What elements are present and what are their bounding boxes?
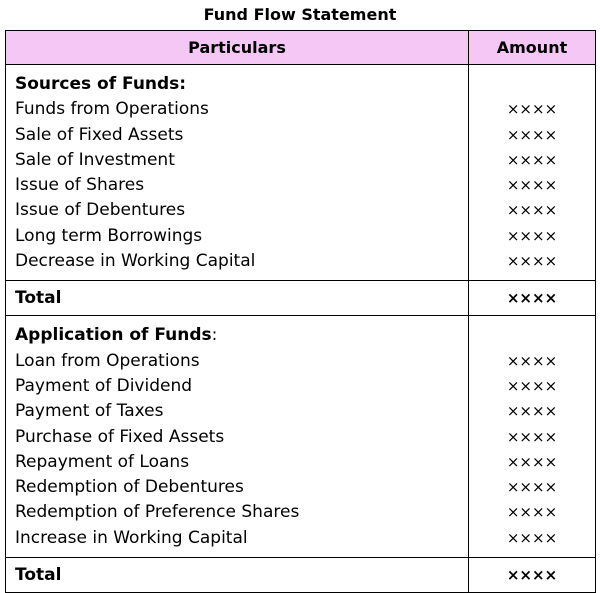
application-particulars-cell xyxy=(6,316,469,558)
source-item-label: Issue of Shares xyxy=(15,175,145,196)
sources-total-amount: ×××× xyxy=(469,281,596,316)
source-item-amount: ×××× xyxy=(506,176,558,195)
source-item-label: Long term Borrowings xyxy=(15,225,203,246)
application-total-label: Total xyxy=(6,558,469,593)
application-item-label: Repayment of Loans xyxy=(15,451,190,472)
sources-total-row xyxy=(6,281,596,316)
source-item-amount: ×××× xyxy=(506,226,558,245)
application-total-row xyxy=(6,558,596,593)
header-particulars: Particulars xyxy=(6,31,469,65)
application-item-label: Redemption of Debentures xyxy=(15,477,244,498)
source-item-label: Sale of Investment xyxy=(15,149,175,170)
application-total-amount: ×××× xyxy=(469,558,596,593)
source-item-amount: ×××× xyxy=(506,150,558,169)
sources-section xyxy=(6,65,596,281)
source-item-amount: ×××× xyxy=(506,252,558,271)
sources-heading: Sources of Funds: xyxy=(15,74,187,94)
application-item-label: Loan from Operations xyxy=(15,350,200,371)
application-section xyxy=(6,316,596,558)
application-heading-text: Application of Funds xyxy=(15,325,212,346)
source-item-amount: ×××× xyxy=(506,201,558,220)
application-item-amount: ×××× xyxy=(506,376,558,395)
application-item-label: Payment of Dividend xyxy=(15,375,193,396)
application-item-amount: ×××× xyxy=(506,528,558,547)
application-heading-colon: : xyxy=(211,325,218,346)
sources-total-label: Total xyxy=(6,281,469,316)
application-item-amount: ×××× xyxy=(506,503,558,522)
application-item-label: Purchase of Fixed Assets xyxy=(15,426,225,447)
sources-particulars-cell xyxy=(6,65,469,281)
source-item-label: Funds from Operations xyxy=(15,99,209,120)
application-item-amount: ×××× xyxy=(506,351,558,370)
application-item-amount: ×××× xyxy=(506,452,558,471)
application-item-label: Payment of Taxes xyxy=(15,401,164,422)
sources-amount-cell xyxy=(469,65,596,281)
application-item-label: Increase in Working Capital xyxy=(15,527,248,548)
application-item-amount: ×××× xyxy=(506,427,558,446)
header-amount: Amount xyxy=(469,31,596,65)
source-item-label: Issue of Debentures xyxy=(15,200,186,221)
application-amount-cell xyxy=(469,316,596,558)
application-item-label: Redemption of Preference Shares xyxy=(15,502,300,523)
application-item-amount: ×××× xyxy=(506,402,558,421)
application-item-amount: ×××× xyxy=(506,478,558,497)
table-header-row xyxy=(6,31,596,65)
source-item-label: Sale of Fixed Assets xyxy=(15,124,184,145)
source-item-amount: ×××× xyxy=(506,125,558,144)
source-item-label: Decrease in Working Capital xyxy=(15,251,256,272)
source-item-amount: ×××× xyxy=(506,100,558,119)
application-heading xyxy=(15,323,468,348)
statement-title: Fund Flow Statement xyxy=(203,5,397,24)
fund-flow-table xyxy=(5,30,596,593)
